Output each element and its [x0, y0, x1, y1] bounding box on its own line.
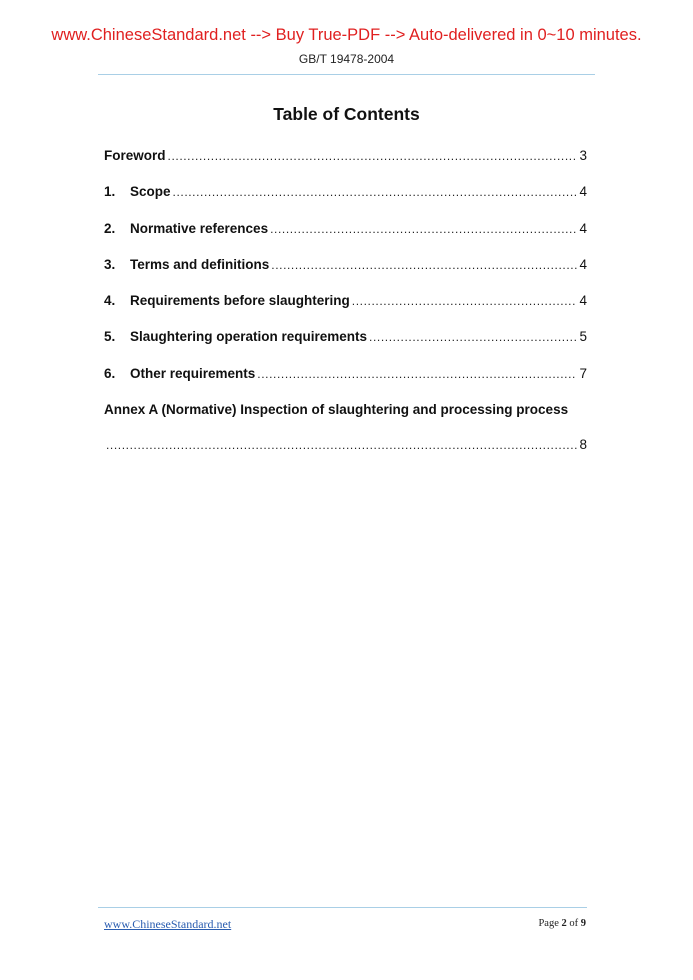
toc-leader-dots [106, 436, 577, 454]
page-total: 9 [580, 918, 586, 929]
toc-entry-terms-and-definitions[interactable] [104, 256, 587, 292]
toc-title: Table of Contents [273, 104, 420, 124]
toc-entry-slaughtering-operation-requirements[interactable] [104, 328, 587, 364]
toc-entry-text: Scope [130, 184, 171, 200]
document-code: GB/T 19478-2004 [298, 52, 395, 66]
toc-entry-number: 1. [104, 184, 116, 200]
toc-leader-dots [369, 328, 577, 346]
toc-entry-text: Annex A (Normative) Inspection of slaughtering and processing process [104, 402, 569, 418]
toc-entry-number: 5. [104, 329, 116, 345]
toc-entry-number: 4. [104, 293, 116, 309]
toc-leader-dots [270, 220, 577, 238]
toc-entry-page: 4 [579, 220, 587, 236]
toc-leader-dots [352, 292, 578, 310]
toc-entry-other-requirements[interactable] [104, 365, 587, 401]
toc-entry-number: 3. [104, 256, 116, 272]
toc-entry-text: Normative references [130, 220, 269, 236]
toc-entry-page: 7 [579, 365, 587, 381]
toc-entry-page: 8 [579, 437, 587, 453]
toc-entry-text: Terms and definitions [130, 256, 270, 272]
toc-entry-scope[interactable] [104, 183, 587, 219]
footer-divider [98, 907, 587, 908]
toc-leader-dots [173, 183, 578, 201]
table-of-contents [104, 147, 587, 454]
header-divider [98, 74, 595, 75]
toc-entry-number: 2. [104, 220, 116, 236]
toc-leader-dots [271, 256, 577, 274]
toc-entry-requirements-before-slaughtering[interactable] [104, 292, 587, 328]
toc-entry-page: 3 [579, 148, 587, 163]
toc-entry-page: 4 [579, 293, 587, 309]
footer-website-link[interactable]: www.ChineseStandard.net [104, 917, 232, 931]
page-current: 2 [561, 918, 567, 929]
toc-leader-dots [168, 147, 578, 165]
promo-banner-link[interactable]: www.ChineseStandard.net --> Buy True-PDF --> Auto-delivered in 0~10 minutes. [51, 26, 642, 44]
toc-entry-text: Slaughtering operation requirements [130, 329, 368, 345]
page-prefix: Page [538, 918, 562, 929]
toc-entry-page: 4 [579, 184, 587, 200]
toc-entry-number: 6. [104, 365, 116, 381]
toc-entry-text: Requirements before slaughtering [130, 293, 350, 309]
toc-entry-text: Foreword [104, 148, 166, 163]
page-number [538, 918, 586, 929]
page-of: of [566, 918, 581, 929]
toc-entry-foreword[interactable] [104, 147, 587, 183]
toc-entry-annex-a[interactable] [104, 401, 587, 454]
toc-entry-page: 5 [579, 329, 587, 345]
toc-entry-text: Other requirements [130, 365, 256, 381]
toc-entry-page: 4 [579, 256, 587, 272]
toc-entry-normative-references[interactable] [104, 220, 587, 256]
toc-leader-dots [257, 365, 577, 383]
